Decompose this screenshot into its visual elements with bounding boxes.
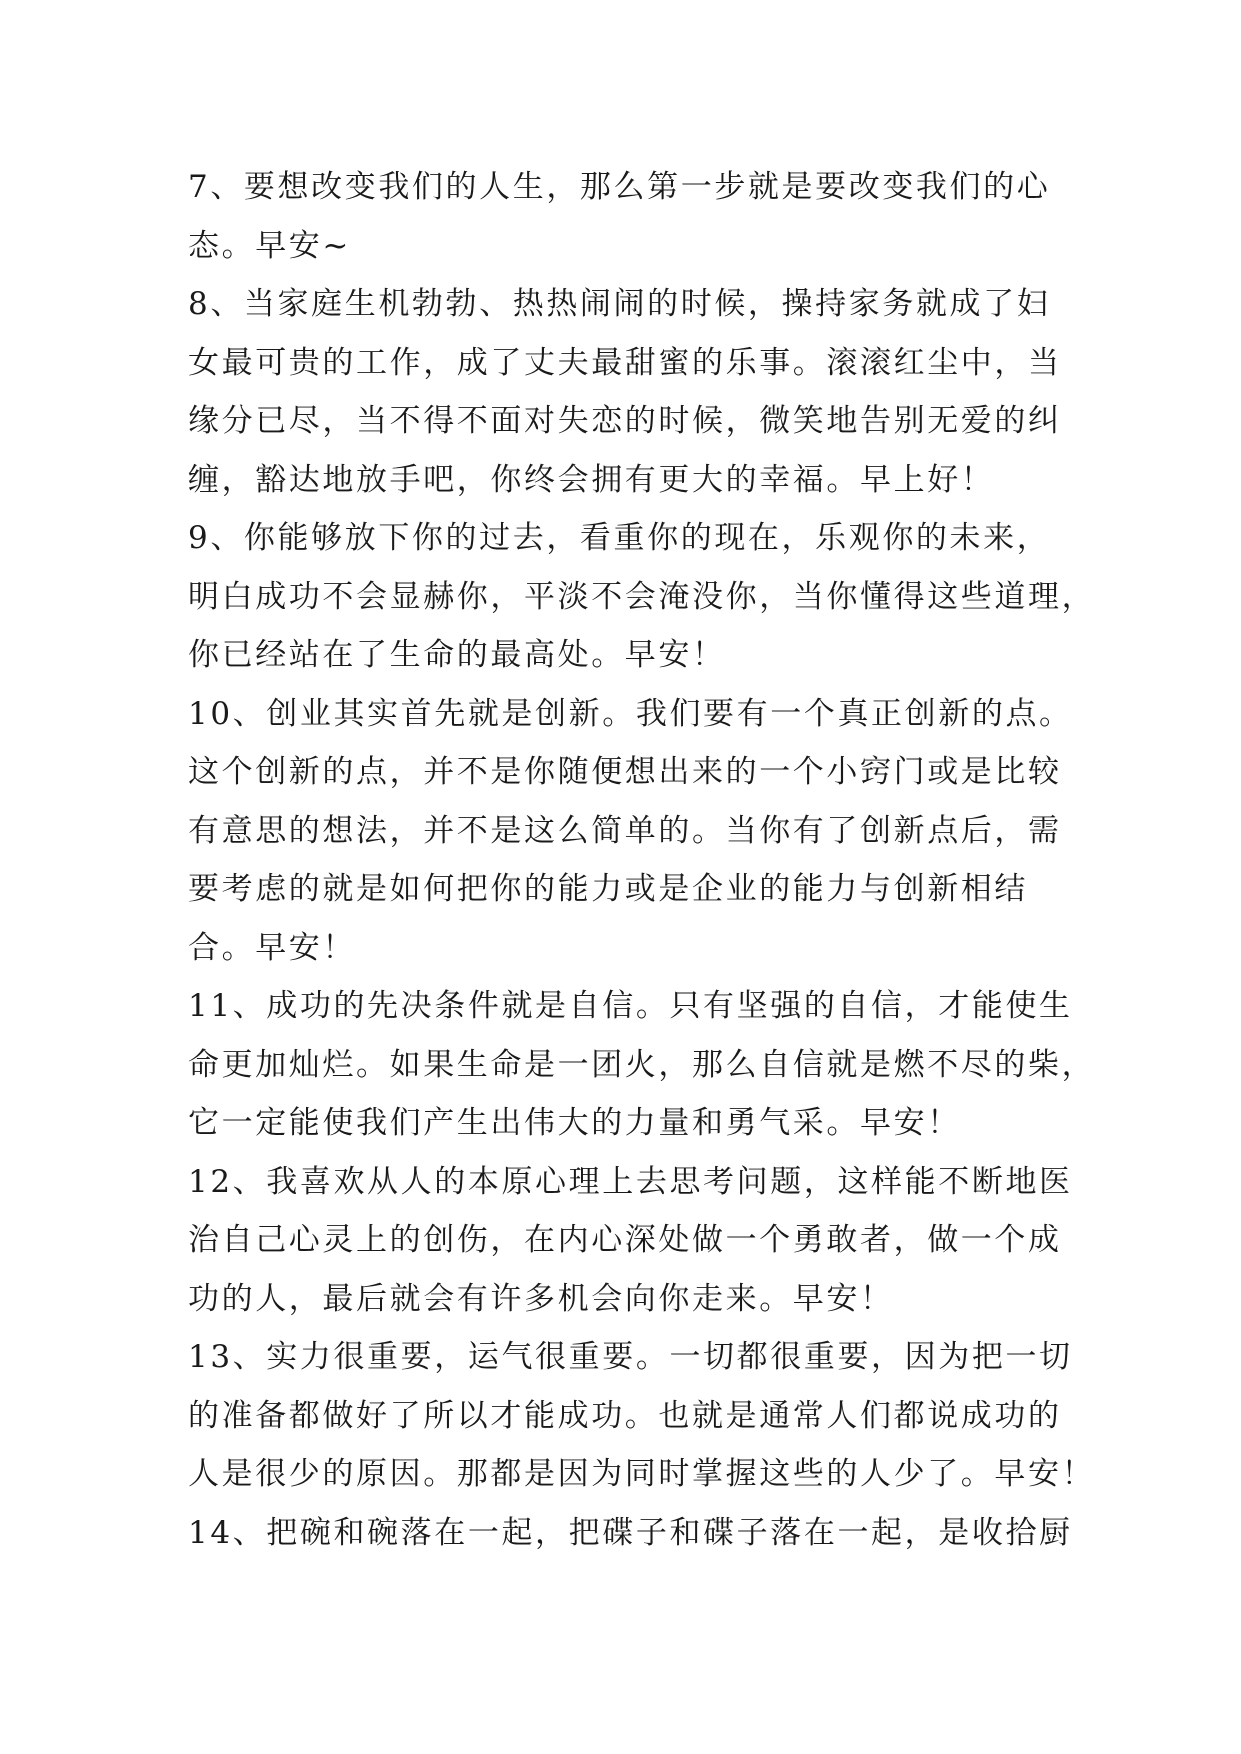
text-line: 缘分已尽，当不得不面对失恋的时候，微笑地告别无爱的纠 xyxy=(188,403,1062,439)
text-line: 7、要想改变我们的人生，那么第一步就是要改变我们的心 xyxy=(188,169,1051,205)
text-line: 命更加灿烂。如果生命是一团火，那么自信就是燃不尽的柴， xyxy=(188,1046,1096,1083)
text-line: 10、创业其实首先就是创新。我们要有一个真正创新的点。 xyxy=(188,695,1073,732)
text-line: 功的人，最后就会有许多机会向你走来。早安！ xyxy=(188,1280,894,1317)
text-line: 9、你能够放下你的过去，看重你的现在，乐观你的未来， xyxy=(188,520,1051,556)
text-line: 这个创新的点，并不是你随便想出来的一个小窍门或是比较 xyxy=(188,754,1062,790)
text-line: 治自己心灵上的创伤，在内心深处做一个勇敢者，做一个成 xyxy=(188,1222,1062,1258)
text-line: 合。早安！ xyxy=(188,929,356,966)
text-line: 女最可贵的工作，成了丈夫最甜蜜的乐事。滚滚红尘中，当 xyxy=(188,344,1062,381)
text-line: 它一定能使我们产生出伟大的力量和勇气采。早安！ xyxy=(188,1105,961,1141)
document-body xyxy=(188,158,1096,1562)
text-line: 11、成功的先决条件就是自信。只有坚强的自信，才能使生 xyxy=(188,988,1073,1024)
text-line: 12、我喜欢从人的本原心理上去思考问题，这样能不断地医 xyxy=(188,1163,1073,1200)
text-line: 8、当家庭生机勃勃、热热闹闹的时候，操持家务就成了妇 xyxy=(188,286,1051,322)
text-line: 13、实力很重要，运气很重要。一切都很重要，因为把一切 xyxy=(188,1339,1073,1375)
text-line: 要考虑的就是如何把你的能力或是企业的能力与创新相结 xyxy=(188,871,1028,907)
text-line: 人是很少的原因。那都是因为同时掌握这些的人少了。早安！ xyxy=(188,1456,1096,1492)
text-line: 明白成功不会显赫你，平淡不会淹没你，当你懂得这些道理， xyxy=(188,578,1096,615)
text-line: 的准备都做好了所以才能成功。也就是通常人们都说成功的 xyxy=(188,1397,1062,1434)
text-line: 缠，豁达地放手吧，你终会拥有更大的幸福。早上好！ xyxy=(188,461,995,498)
text-line: 有意思的想法，并不是这么简单的。当你有了创新点后，需 xyxy=(188,812,1062,849)
text-line: 你已经站在了生命的最高处。早安！ xyxy=(188,637,726,673)
text-line: 态。早安~ xyxy=(188,227,351,264)
text-line: 14、把碗和碗落在一起，把碟子和碟子落在一起，是收拾厨 xyxy=(188,1514,1073,1551)
